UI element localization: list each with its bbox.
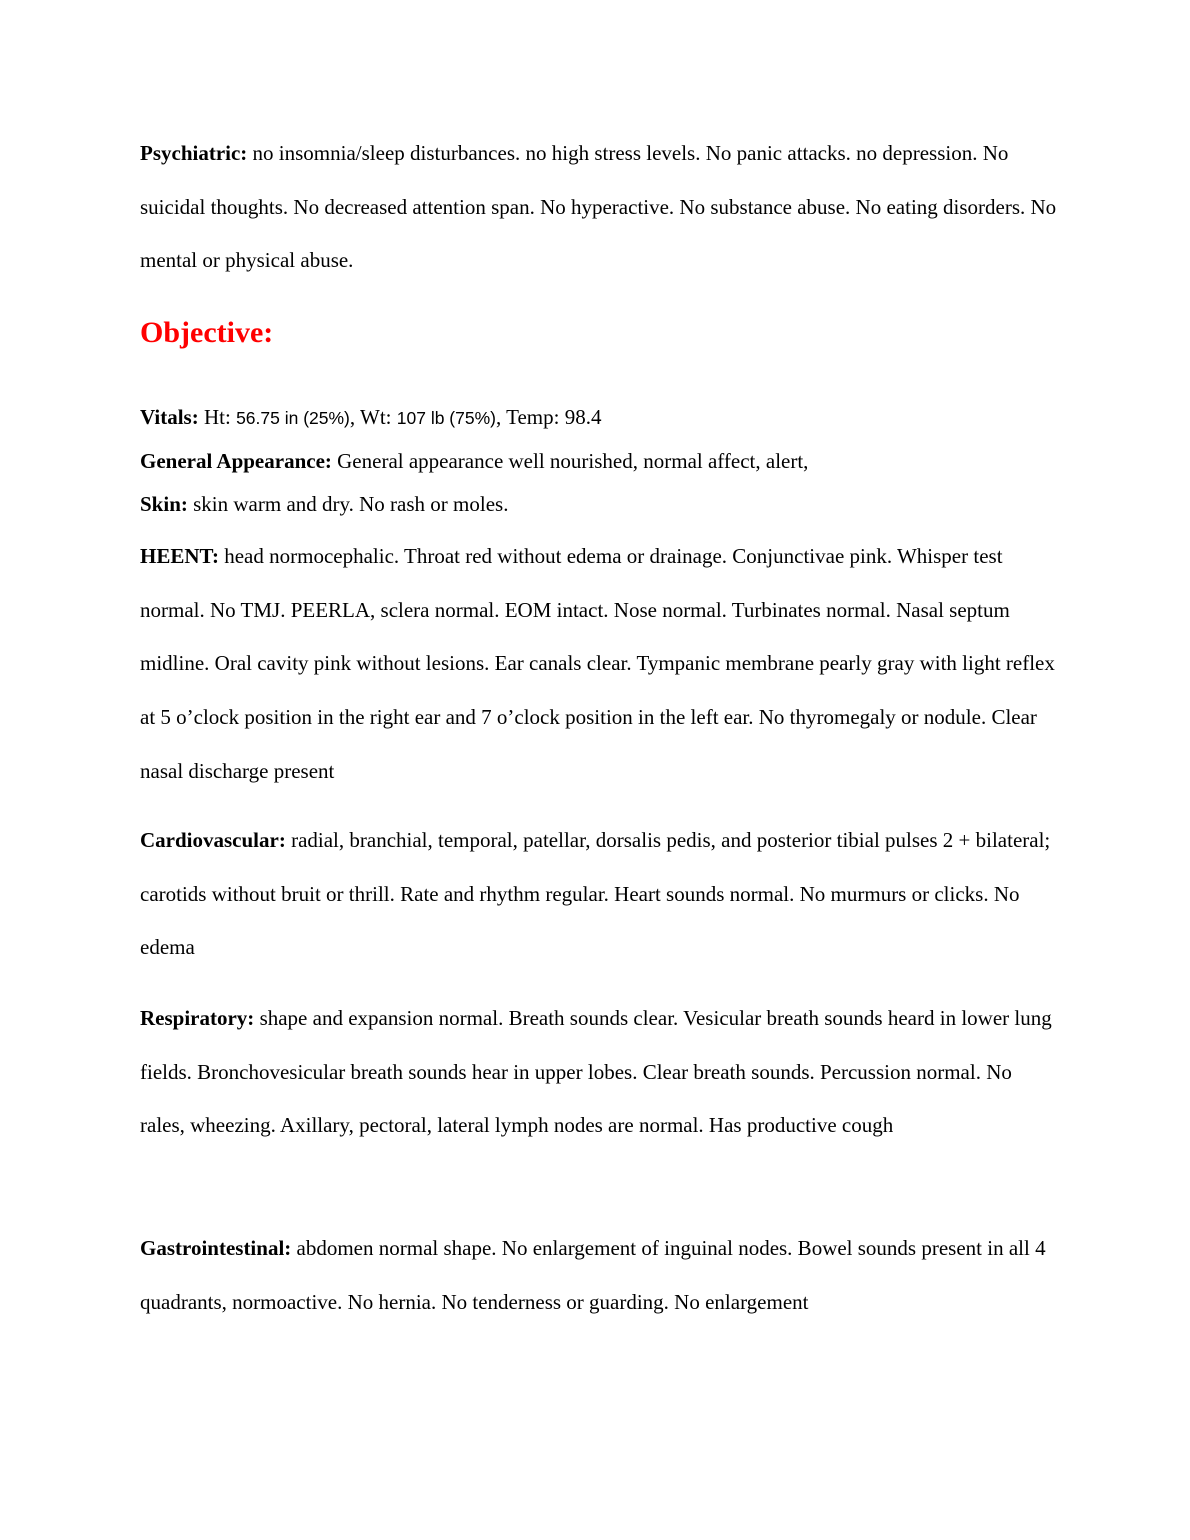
- vitals-wt-label: , Wt:: [349, 405, 397, 429]
- cardiovascular-text: radial, branchial, temporal, patellar, dorsalis pedis, and posterior tibial pulses 2 + bilateral; carotids without bruit or thrill. Rate and rhythm regular. Heart sounds normal. No murmurs or clicks. No edema: [140, 828, 1051, 960]
- respiratory-label: Respiratory:: [140, 1006, 255, 1030]
- respiratory-text: shape and expansion normal. Breath sounds clear. Vesicular breath sounds heard in lower lung fields. Bronchovesicular breath sounds hear in upper lobes. Clear breath sounds. Percussion normal. No rales, wheezing. Axillary, pectoral, lateral lymph nodes are normal. Has productive cough: [140, 1006, 1052, 1138]
- skin-text: skin warm and dry. No rash or moles.: [187, 492, 509, 516]
- psychiatric-label: Psychiatric:: [140, 141, 248, 165]
- vitals-ht-value: 56.75 in (25%): [236, 408, 350, 428]
- vitals-ht-label: Ht:: [198, 405, 237, 429]
- cardiovascular-paragraph: [140, 814, 1060, 975]
- heent-label: HEENT:: [140, 544, 219, 568]
- psychiatric-text: no insomnia/sleep disturbances. no high stress levels. No panic attacks. no depression. No suicidal thoughts. No decreased attention span. No hyperactive. No substance abuse. No eating disorders. No mental or physical abuse.: [140, 141, 1057, 273]
- general-appearance-paragraph: [140, 446, 1060, 476]
- vitals-temp: , Temp: 98.4: [496, 405, 602, 429]
- objective-heading: Objective:: [140, 316, 274, 349]
- vitals-wt-value: 107 lb (75%): [396, 408, 496, 428]
- respiratory-paragraph: [140, 992, 1060, 1153]
- gastrointestinal-label: Gastrointestinal:: [140, 1236, 292, 1260]
- vitals-label: Vitals:: [140, 405, 199, 429]
- skin-paragraph: [140, 489, 1060, 519]
- vitals-paragraph: [140, 402, 1060, 433]
- gastrointestinal-text: abdomen normal shape. No enlargement of inguinal nodes. Bowel sounds present in all 4 quadrants, normoactive. No hernia. No tenderness or guarding. No enlargement: [140, 1236, 1046, 1314]
- cardiovascular-label: Cardiovascular:: [140, 828, 286, 852]
- general-appearance-text: General appearance well nourished, normal affect, alert,: [331, 449, 809, 473]
- psychiatric-paragraph: [140, 127, 1060, 288]
- heent-text: head normocephalic. Throat red without edema or drainage. Conjunctivae pink. Whisper test normal. No TMJ. PEERLA, sclera normal. EOM intact. Nose normal. Turbinates normal. Nasal septum midline. Oral cavity pink without lesions. Ear canals clear. Tympanic membrane pearly gray with light reflex at 5 o’clock position in the right ear and 7 o’clock position in the left ear. No thyromegaly or nodule. Clear nasal discharge present: [140, 544, 1055, 783]
- skin-label: Skin:: [140, 492, 188, 516]
- general-appearance-label: General Appearance:: [140, 449, 332, 473]
- gastrointestinal-paragraph: [140, 1222, 1060, 1329]
- heent-paragraph: [140, 530, 1060, 799]
